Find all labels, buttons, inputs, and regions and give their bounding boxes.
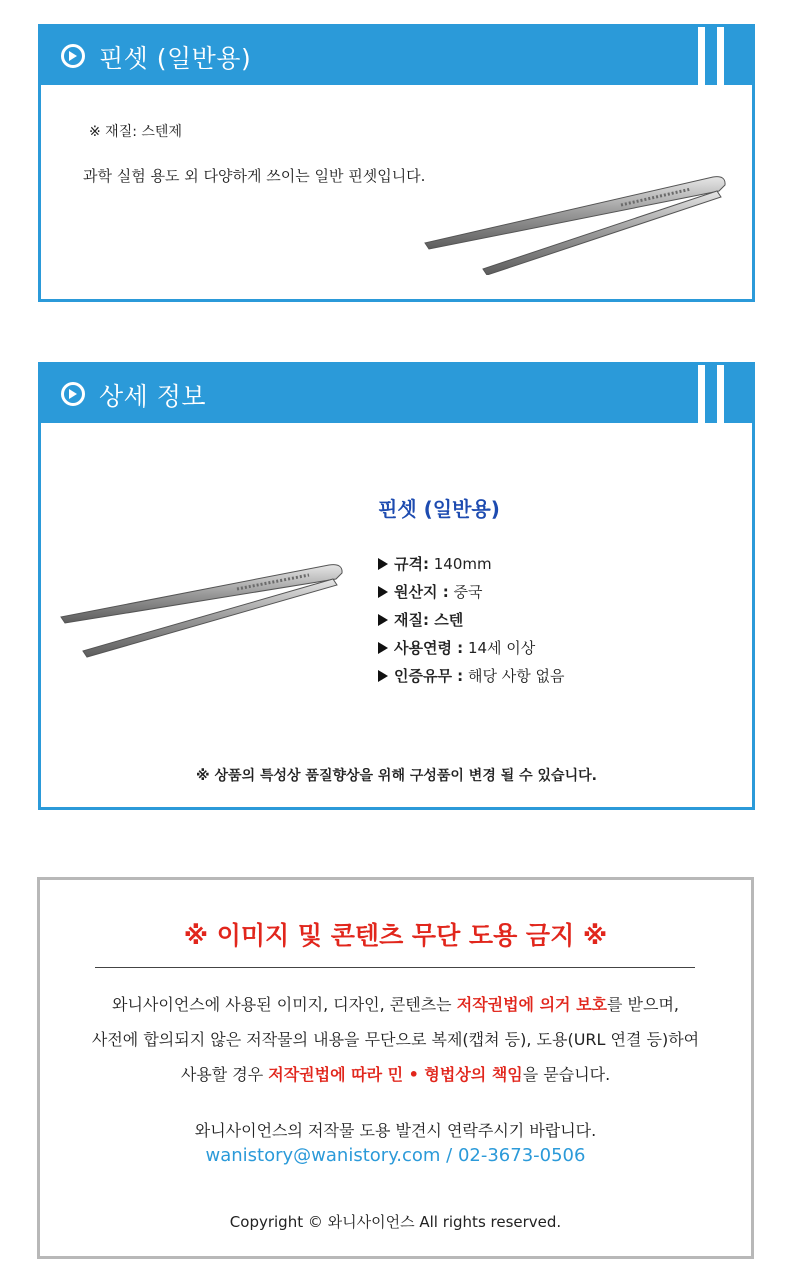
material-note: ※ 재질: 스텐제: [89, 124, 182, 140]
triangle-bullet-icon: [378, 586, 388, 598]
component-change-notice: ※ 상품의 특성상 품질향상을 위해 구성품이 변경 될 수 있습니다.: [196, 768, 597, 784]
spec-value: 14세 이상: [463, 639, 536, 657]
circle-arrow-right-icon: [61, 44, 85, 68]
product-summary-panel: [38, 24, 755, 302]
panel-header: [41, 365, 752, 423]
text-segment: 를 받으며,: [606, 995, 679, 1014]
detail-info-panel: [38, 362, 755, 810]
spec-certification: [378, 665, 564, 686]
circle-arrow-right-icon: [61, 382, 85, 406]
spec-value: 해당 사항 없음: [463, 667, 565, 685]
tweezers-image: [57, 553, 347, 663]
triangle-bullet-icon: [378, 642, 388, 654]
spec-label: 인증유무 :: [394, 667, 464, 685]
copyright-footer: Copyright © 와니사이언스 All rights reserved.: [229, 1213, 562, 1231]
spec-material: [378, 609, 463, 630]
triangle-bullet-icon: [378, 614, 388, 626]
triangle-bullet-icon: [378, 558, 388, 570]
text-segment: 을 묻습니다.: [522, 1065, 611, 1084]
highlight-text: 저작권법에 따라 민 • 형법상의 책임: [268, 1065, 523, 1084]
spec-label: 원산지 :: [394, 583, 449, 601]
header-stripe: [698, 365, 705, 423]
panel-header: [41, 27, 752, 85]
text-segment: 사용할 경우: [180, 1065, 269, 1084]
product-description: 과학 실험 용도 외 다양하게 쓰이는 일반 핀셋입니다.: [83, 167, 426, 185]
spec-label: 규격:: [394, 555, 429, 573]
contact-request-text: 와니사이언스의 저작물 도용 발견시 연락주시기 바랍니다.: [194, 1121, 597, 1140]
copyright-text-line: [40, 1062, 751, 1085]
header-stripe: [698, 27, 705, 85]
spec-label: 사용연령 :: [394, 639, 464, 657]
copyright-notice-box: [37, 877, 754, 1259]
header-stripe: [717, 365, 724, 423]
spec-label: 재질: 스텐: [394, 611, 464, 629]
contact-info: wanistory@wanistory.com / 02-3673-0506: [205, 1145, 586, 1166]
spec-age: [378, 637, 535, 658]
divider: [95, 967, 695, 968]
text-segment: 와니사이언스에 사용된 이미지, 디자인, 콘텐츠는: [112, 995, 457, 1014]
product-name: 핀셋 (일반용): [378, 497, 500, 521]
spec-origin: [378, 581, 482, 602]
highlight-text: 저작권법에 의거 보호: [456, 995, 607, 1014]
copyright-text-line: 사전에 합의되지 않은 저작물의 내용을 무단으로 복제(캡쳐 등), 도용(URL 연결 등)하여: [91, 1030, 700, 1049]
copyright-title: ※ 이미지 및 콘텐츠 무단 도용 금지 ※: [183, 921, 608, 950]
spec-value: 140mm: [428, 555, 492, 573]
copyright-text-line: [40, 992, 751, 1015]
panel-title: 상세 정보: [99, 382, 207, 411]
panel-title: 핀셋 (일반용): [99, 44, 252, 73]
triangle-bullet-icon: [378, 670, 388, 682]
tweezers-image: [421, 165, 731, 275]
header-stripe: [717, 27, 724, 85]
spec-value: 중국: [448, 583, 483, 601]
spec-size: [378, 553, 492, 574]
